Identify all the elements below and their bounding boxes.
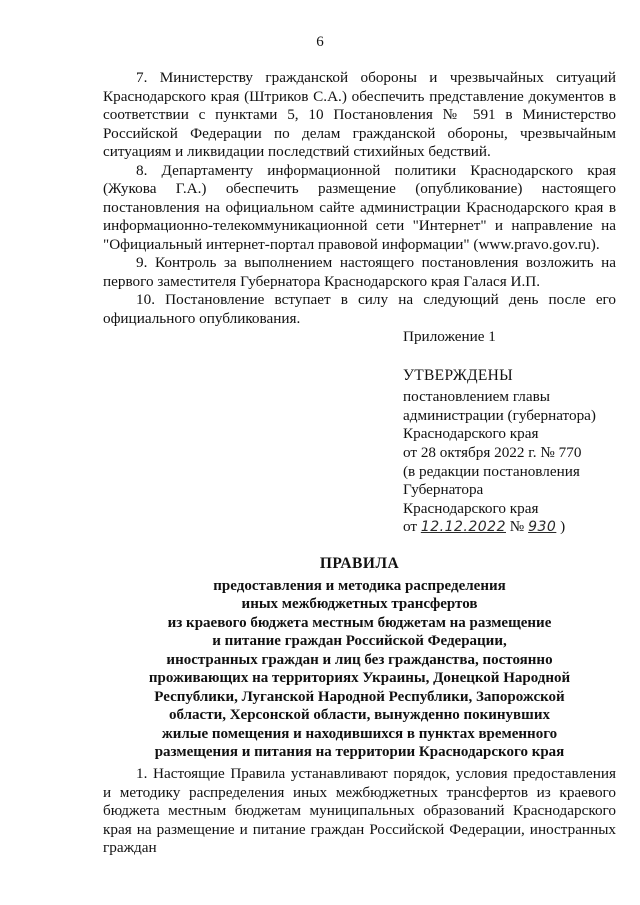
approval-line: Краснодарского края xyxy=(403,499,539,517)
approval-line: администрации (губернатора) xyxy=(403,406,596,424)
title-line: области, Херсонской области, вынужденно покинувших xyxy=(169,707,550,723)
title-line: проживающих на территориях Украины, Донецкой Народной xyxy=(148,670,571,686)
title-line: из краевого бюджета местным бюджетам на размещение xyxy=(167,614,552,631)
rules-paragraph-1 xyxy=(103,765,616,858)
paragraph-8: 8. Департаменту информационной политики Краснодарского края (Жукова Г.А.) обеспечить размещение (опубликование) настоящего постановления на официальном сайте администрации Краснодарского края в информационно-телекоммуникационной сети "Интернет" и направление на "Официальный интернет-портал правовой информации" (www.pravo.gov.ru). xyxy=(103,161,616,253)
title-line: и питание граждан Российской Федерации, xyxy=(212,633,507,649)
title-line: Республики, Луганской Народной Республики, Запорожской xyxy=(154,688,565,705)
title-line: размещения и питания на территории Краснодарского края xyxy=(154,744,565,760)
date-prefix: от xyxy=(403,518,418,536)
title-main: ПРАВИЛА xyxy=(319,555,400,572)
approval-block xyxy=(403,328,623,537)
handwritten-date: 12.12.2022 xyxy=(420,519,506,536)
paragraph-1: 1. Настоящие Правила устанавливают порядок, условия предоставления и методику распределения иных межбюджетных трансфертов из краевого бюджета местным бюджетам муниципальных образований Краснодарского края на размещение и питание граждан Российской Федерации, иностранных граждан xyxy=(103,765,616,856)
approval-line: (в редакции постановления xyxy=(403,462,580,480)
paragraph-9: 9. Контроль за выполнением настоящего постановления возложить на первого заместителя Губернатора Краснодарского края Галася И.П. xyxy=(103,254,616,290)
closing-paren: ) xyxy=(560,518,566,536)
approval-line: от 28 октября 2022 г. № 770 xyxy=(403,443,582,461)
numbered-paragraphs xyxy=(103,69,616,328)
approval-line: Краснодарского края xyxy=(403,425,539,443)
approval-line: Губернатора xyxy=(403,481,484,499)
handwritten-number: 930 xyxy=(528,519,557,536)
paragraph-7: 7. Министерству гражданской обороны и чрезвычайных ситуаций Краснодарского края (Штриков С.А.) обеспечить представление документов в соответствии с пунктами 5, 10 Постановления № 591 в Министерство Российской Федерации по делам гражданской обороны, чрезвычайным ситуациям и ликвидации последствий стихийных бедствий. xyxy=(103,69,616,160)
paragraph-10: 10. Постановление вступает в силу на следующий день после его официального опубликования. xyxy=(103,291,616,327)
appendix-label: Приложение 1 xyxy=(403,328,496,345)
page-number: 6 xyxy=(316,34,324,50)
title-line: иностранных граждан и лиц без гражданства, постоянно xyxy=(166,651,553,668)
approval-line: постановлением главы xyxy=(403,388,550,406)
rules-title xyxy=(103,555,616,762)
title-line: предоставления и методика распределения xyxy=(213,577,506,594)
approved-heading: УТВЕРЖДЕНЫ xyxy=(403,366,513,384)
number-prefix: № xyxy=(509,518,525,536)
revision-date-line xyxy=(403,518,623,537)
title-line: жилые помещения и находившихся в пунктах временного xyxy=(161,725,558,742)
title-line: иных межбюджетных трансфертов xyxy=(241,596,478,612)
